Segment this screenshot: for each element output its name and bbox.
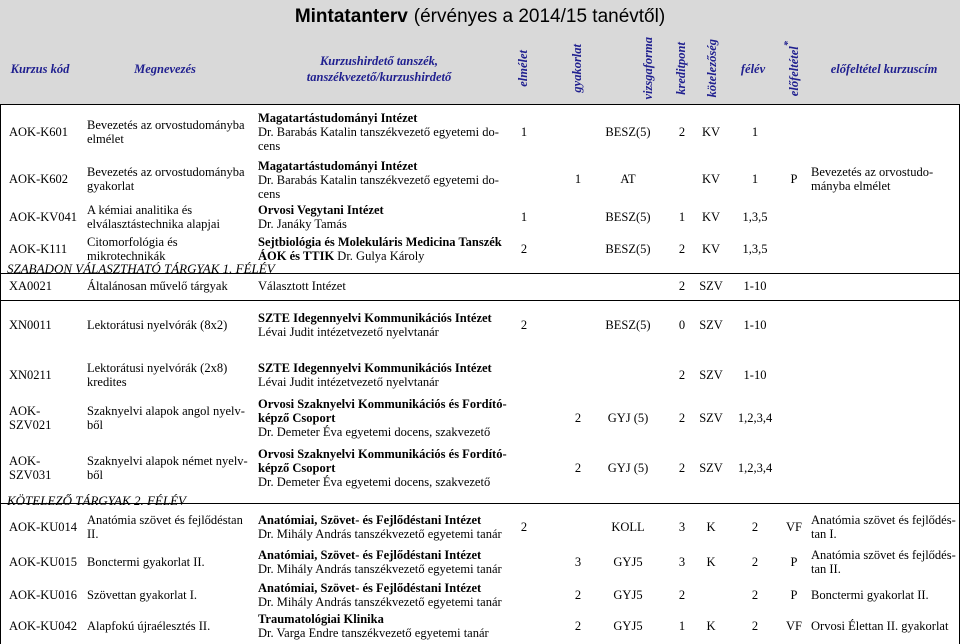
semester: 1,2,3,4 (737, 411, 773, 425)
semester: 1,3,5 (742, 210, 768, 224)
department-line (258, 249, 502, 263)
department (258, 447, 507, 489)
department-name-cont: képző Csoport (258, 461, 336, 475)
exam-form: KOLL (611, 520, 645, 534)
lecture-hours: 2 (520, 242, 528, 256)
row-divider (1, 300, 960, 301)
lecture-hours: 2 (520, 318, 528, 332)
course-code-text: AOK-KV041 (9, 210, 78, 224)
lecture-hours: 1 (520, 125, 528, 139)
course-name-line: Szaknyelvi alapok angol nyelv- (87, 404, 245, 418)
department (258, 548, 502, 576)
department-name: Magatartástudományi Intézet (258, 159, 418, 173)
table-row (1, 235, 960, 263)
mandatory-type: SZV (699, 368, 723, 382)
department-head: cens (258, 187, 281, 201)
exam-form: BESZ(5) (605, 210, 651, 224)
table-header (0, 33, 960, 105)
prereq-type: P (790, 555, 798, 569)
practice-hours: 2 (574, 619, 582, 633)
department (258, 361, 492, 389)
mandatory-type: KV (701, 242, 721, 256)
practice-hours: 2 (574, 588, 582, 602)
credit-points: 2 (678, 588, 686, 602)
table-row (1, 546, 960, 578)
course-code (9, 404, 51, 432)
department-head: Dr. Varga Endre tanszékvezető egyetemi tanár (258, 626, 489, 640)
course-name (87, 555, 205, 569)
course-name (87, 588, 197, 602)
mandatory-type: KV (701, 172, 721, 186)
practice-hours: 3 (574, 555, 582, 569)
exam-form: BESZ(5) (605, 125, 651, 139)
header-semester: félév (740, 61, 766, 76)
course-name-line: kredites (87, 375, 127, 389)
department-name: Orvosi Szaknyelvi Kommunikációs és Fordító- (258, 447, 507, 461)
mandatory-type: SZV (699, 318, 723, 332)
course-code-text: XN0011 (9, 318, 52, 332)
department-head: Lévai Judit intézetvezető nyelvtanár (258, 325, 439, 339)
course-code-text: AOK-KU016 (9, 588, 78, 602)
header-exam: vizsgaforma (640, 37, 655, 100)
course-name-line: Bevezetés az orvostudományba (87, 118, 245, 132)
semester: 1,2,3,4 (737, 461, 773, 475)
credit-points: 1 (678, 210, 686, 224)
header-prereq-name: előfeltétel kurzuscím (830, 61, 938, 76)
table-row (1, 445, 960, 491)
course-name-line: elmélet (87, 132, 124, 146)
semester: 2 (751, 619, 759, 633)
course-code-text: SZV021 (9, 418, 52, 432)
practice-hours: 2 (574, 411, 582, 425)
course-name (87, 203, 220, 231)
course-code-text: XN0211 (9, 368, 52, 382)
course-code (9, 210, 77, 224)
exam-form: GYJ5 (613, 619, 643, 633)
course-code (9, 318, 52, 332)
title-main: Mintatanterv (294, 5, 408, 27)
course-name-line: Alapfokú újraélesztés II. (87, 619, 211, 633)
department-name: Orvosi Szaknyelvi Kommunikációs és Fordító- (258, 397, 507, 411)
course-code (9, 125, 68, 139)
course-code-text: AOK-K111 (9, 242, 68, 256)
table-row (1, 305, 960, 345)
section-heading: SZABADON VÁLASZTHATÓ TÁRGYAK 1. FÉLÉV (7, 261, 275, 276)
prereq-type: VF (786, 520, 802, 534)
table-row (1, 203, 960, 231)
course-name-line: mikrotechnikák (87, 249, 166, 263)
department-name-cont: képző Csoport (258, 411, 336, 425)
table-row (1, 276, 960, 296)
department-name: Anatómiai, Szövet- és Fejlődéstani Intézet (258, 513, 482, 527)
mandatory-type: K (706, 520, 716, 534)
department-head: cens (258, 139, 281, 153)
department-name: Orvosi Vegytani Intézet (258, 203, 384, 217)
course-name (87, 619, 210, 633)
course-name-line: gyakorlat (87, 179, 135, 193)
department-name: Anatómiai, Szövet- és Fejlődéstani Intézet (258, 581, 482, 595)
header-lecture: elmélet (515, 50, 530, 87)
department-name: Magatartástudományi Intézet (258, 111, 418, 125)
course-name-line: ből (87, 468, 103, 482)
semester: 1,3,5 (742, 242, 768, 256)
course-name (87, 513, 243, 541)
prereq-course (811, 588, 929, 602)
department (258, 159, 499, 201)
header-dept-line1: Kurzushirdető tanszék, (319, 53, 439, 68)
credit-points: 2 (678, 242, 686, 256)
course-code (9, 172, 68, 186)
credit-points: 3 (678, 555, 686, 569)
department (258, 513, 502, 541)
course-name (87, 318, 227, 332)
department (258, 203, 384, 231)
department (258, 111, 499, 153)
course-code-text: AOK-K602 (9, 172, 69, 186)
course-name (87, 404, 245, 432)
course-name-line: Bevezetés az orvostudományba (87, 165, 245, 179)
department-head: Dr. Mihály András tanszékvezető egyetemi tanár (258, 527, 502, 541)
department-head: Dr. Demeter Éva egyetemi docens, szakvezető (258, 475, 491, 489)
course-name-line: Általánosan művelő tárgyak (87, 279, 228, 293)
section-heading: KÖTELEZŐ TÁRGYAK 2. FÉLÉV (7, 493, 186, 508)
table-row (1, 581, 960, 609)
department-name: SZTE Idegennyelvi Kommunikációs Intézet (258, 311, 492, 325)
header-practice: gyakorlat (569, 44, 584, 93)
department-head: Dr. Barabás Katalin tanszékvezető egyetemi do- (258, 125, 499, 139)
department-head: Dr. Gulya Károly (337, 249, 425, 263)
table-body (0, 105, 960, 644)
prereq-course (811, 165, 933, 193)
exam-form: GYJ (5) (607, 461, 649, 475)
prereq-course-line: Bevezetés az orvostudo- (811, 165, 934, 179)
course-code (9, 555, 77, 569)
semester: 1-10 (743, 318, 767, 332)
department-head: Dr. Janáky Tamás (258, 217, 347, 231)
department-name: Traumatológiai Klinika (258, 612, 384, 626)
prereq-type: VF (786, 619, 802, 633)
page-title (0, 0, 960, 33)
table-row (1, 611, 960, 641)
header-code: Kurzus kód (10, 61, 70, 76)
prereq-type: P (790, 588, 798, 602)
table-row (1, 109, 960, 155)
credit-points: 2 (678, 411, 686, 425)
credit-points: 2 (678, 368, 686, 382)
department-head: Dr. Mihály András tanszékvezető egyetemi tanár (258, 595, 502, 609)
course-name-line: Lektorátusi nyelvórák (2x8) (87, 361, 228, 375)
course-code-text: SZV031 (9, 468, 52, 482)
header-mandatory: kötelezőség (704, 39, 719, 98)
course-name-line: Szövettan gyakorlat I. (87, 588, 198, 602)
course-code-text: AOK- (9, 454, 41, 468)
mandatory-type: SZV (699, 461, 723, 475)
credit-points: 0 (678, 318, 686, 332)
exam-form: GYJ (5) (607, 411, 649, 425)
credit-points: 3 (678, 520, 686, 534)
department (258, 581, 502, 609)
course-name-line: ből (87, 418, 103, 432)
credit-points: 2 (678, 125, 686, 139)
course-code (9, 588, 77, 602)
exam-form: AT (620, 172, 636, 186)
semester: 2 (751, 555, 759, 569)
exam-form: GYJ5 (613, 588, 643, 602)
header-name: Megnevezés (134, 61, 196, 76)
credit-points: 2 (678, 279, 686, 293)
header-prereq: előfeltétel* (783, 40, 802, 97)
department (258, 311, 492, 339)
semester: 2 (751, 520, 759, 534)
prereq-course-line: Bonctermi gyakorlat II. (811, 588, 929, 602)
department (258, 612, 489, 640)
prereq-course (811, 548, 956, 576)
course-code (9, 520, 77, 534)
department-head: Választott Intézet (258, 279, 346, 293)
course-name (87, 454, 248, 482)
department-head: Dr. Mihály András tanszékvezető egyetemi tanár (258, 562, 502, 576)
course-name (87, 118, 245, 146)
course-name-line: Citomorfológia és (87, 235, 178, 249)
semester: 1-10 (743, 368, 767, 382)
lecture-hours: 1 (520, 210, 528, 224)
semester: 1 (751, 125, 759, 139)
table-row (1, 355, 960, 395)
course-code (9, 454, 51, 482)
department (258, 235, 502, 263)
course-name-line: II. (87, 527, 99, 541)
semester: 1-10 (743, 279, 767, 293)
course-code (9, 242, 67, 256)
course-name-line: Anatómia szövet és fejlődéstan (87, 513, 243, 527)
lecture-hours: 2 (520, 520, 528, 534)
prereq-course-line: tan I. (811, 527, 837, 541)
header-dept-line2: tanszékvezető/kurzushirdető (306, 69, 452, 84)
prereq-course-line: Anatómia szövet és fejlődés- (811, 548, 956, 562)
mandatory-type: KV (701, 210, 721, 224)
mandatory-type: KV (701, 125, 721, 139)
prereq-course (811, 619, 948, 633)
course-code-text: XA0021 (9, 279, 53, 293)
table-row (1, 395, 960, 441)
prereq-course-line: Orvosi Élettan II. gyakorlat (811, 619, 949, 633)
course-code-text: AOK-KU042 (9, 619, 78, 633)
course-name-line: elválasztástechnika alapjai (87, 217, 220, 231)
course-name (87, 165, 245, 193)
prereq-course-line: Anatómia szövet és fejlődés- (811, 513, 956, 527)
department-name: SZTE Idegennyelvi Kommunikációs Intézet (258, 361, 492, 375)
mandatory-type: K (706, 619, 716, 633)
title-rest: (érvényes a 2014/15 tanévtől) (413, 5, 666, 27)
department-head: Dr. Barabás Katalin tanszékvezető egyetemi do- (258, 173, 499, 187)
department-head: Lévai Judit intézetvezető nyelvtanár (258, 375, 439, 389)
department (258, 279, 346, 293)
course-code (9, 619, 77, 633)
credit-points: 2 (678, 461, 686, 475)
exam-form: BESZ(5) (605, 318, 651, 332)
credit-points: 1 (678, 619, 686, 633)
course-name (87, 235, 178, 263)
course-code-text: AOK-KU015 (9, 555, 78, 569)
table-row (1, 159, 960, 199)
practice-hours: 1 (574, 172, 582, 186)
header-credit: kreditpont (673, 42, 688, 95)
mandatory-type: SZV (699, 411, 723, 425)
prereq-course-line: mányba elmélet (811, 179, 891, 193)
course-code (9, 368, 52, 382)
practice-hours: 2 (574, 461, 582, 475)
department-faculty: ÁOK és TTIK (258, 249, 335, 263)
course-code-text: AOK- (9, 404, 41, 418)
course-name-line: Bonctermi gyakorlat II. (87, 555, 205, 569)
department-name: Anatómiai, Szövet- és Fejlődéstani Intézet (258, 548, 482, 562)
prereq-course (811, 513, 956, 541)
semester: 2 (751, 588, 759, 602)
department (258, 397, 507, 439)
course-name (87, 361, 227, 389)
course-code-text: AOK-K601 (9, 125, 69, 139)
course-name-line: A kémiai analitika és (87, 203, 193, 217)
exam-form: BESZ(5) (605, 242, 651, 256)
course-code-text: AOK-KU014 (9, 520, 78, 534)
department-name: Sejtbiológia és Molekuláris Medicina Tanszék (258, 235, 502, 249)
prereq-type: P (790, 172, 798, 186)
header-dept (250, 33, 508, 104)
table-row (1, 511, 960, 543)
mandatory-type: K (706, 555, 716, 569)
course-name-line: Lektorátusi nyelvórák (8x2) (87, 318, 228, 332)
course-name (87, 279, 228, 293)
department-head: Dr. Demeter Éva egyetemi docens, szakvezető (258, 425, 491, 439)
course-name-line: Szaknyelvi alapok német nyelv- (87, 454, 248, 468)
semester: 1 (751, 172, 759, 186)
exam-form: GYJ5 (613, 555, 643, 569)
prereq-course-line: tan II. (811, 562, 841, 576)
mandatory-type: SZV (699, 279, 723, 293)
course-code (9, 279, 52, 293)
